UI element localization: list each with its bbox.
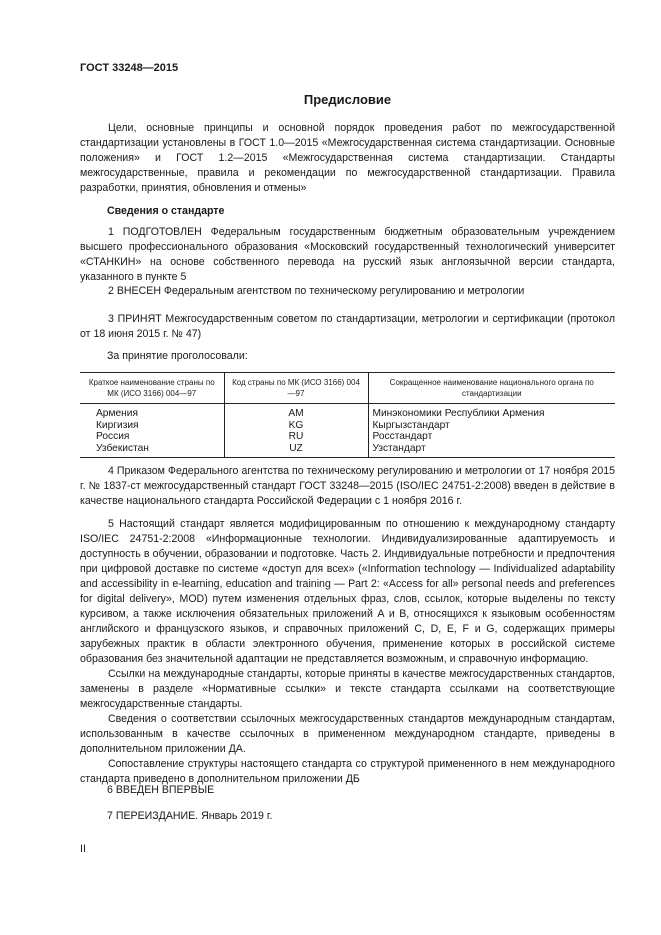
section-title: Сведения о стандарте (107, 205, 225, 217)
country-cell: Армения (96, 408, 138, 419)
table-row (80, 420, 615, 432)
agency-cell: Кыргызстандарт (368, 420, 615, 432)
item-6-paragraph: 6 ВВЕДЕН ВПЕРВЫЕ (107, 784, 215, 796)
table-header-row (80, 373, 615, 404)
code-cell: AM (224, 404, 368, 420)
country-cell: Узбекистан (96, 442, 149, 454)
item-7-paragraph: 7 ПЕРЕИЗДАНИЕ. Январь 2019 г. (107, 810, 273, 822)
table-header-cell: Сокращенное наименование национального органа по стандартизации (368, 373, 615, 404)
agency-cell: Узстандарт (368, 443, 615, 458)
agency-cell: Минэкономики Республики Армения (368, 404, 615, 420)
page-number: II (80, 843, 86, 855)
country-cell: Киргизия (96, 419, 139, 431)
table-header-cell: Код страны по МК (ИСО 3166) 004—97 (224, 373, 368, 404)
item-4-paragraph: 4 Приказом Федерального агентства по техническому регулированию и метрологии от 17 ноября 2015 г. № 1837-ст межгосударственный стандарт ГОСТ 33248—2015 (ISO/IEC 24751-2:2008) введен в действие в качестве национального стандарта Российской Федерации с 1 ноября 2016 г. (80, 465, 615, 507)
country-cell: Россия (96, 431, 130, 442)
vote-label: За принятие проголосовали: (107, 350, 248, 362)
item-5-references-paragraph: Ссылки на международные стандарты, которые приняты в качестве межгосударственных стандартов, заменены в разделе «Нормативные ссылки» и тексте стандарта ссылками на соответствующие межгосударственные стандарты. (80, 668, 615, 710)
agency-cell: Росстандарт (368, 431, 615, 443)
item-5-paragraph: 5 Настоящий стандарт является модифицированным по отношению к международному стандарту ISO/IEC 24751-2:2008 «Информационные технологии. Индивидуализированные адаптируемость и доступность в обучении, образовании и подготовке. Часть 2. Индивидуальные потребности и предпочтения при цифровой доставке по системе «доступ для всех» («Information technology — Individualized adaptability and accessibility in e-learning, education and training — Part 2: «Access for all» personal needs and preferences for digital delivery», MOD) путем изменения отдельных фраз, слов, ссылок, которые выделены по тексту курсивом, а также исключения обязательных приложений А и В, относящихся к языковым особенностям английского и французского языков, и справочных приложений С, D, E, F и G, содержащих примеры зарубежных практик в области электронного обучения, применение которых в российской системе образования без значительной адаптации не представляется возможным, и справочную информацию. (80, 518, 615, 665)
item-5-annex-da-paragraph: Сведения о соответствии ссылочных межгосударственных стандартов международным стандартам, использованным в качестве ссылочных в примененном международном стандарте, приведены в дополнительном приложении ДА. (80, 713, 615, 755)
table-row (80, 404, 615, 420)
table-row (80, 443, 615, 458)
item-3-paragraph: 3 ПРИНЯТ Межгосударственным советом по стандартизации, метрологии и сертификации (протокол от 18 июня 2015 г. № 47) (80, 313, 615, 340)
code-cell: UZ (224, 443, 368, 458)
item-2-paragraph: 2 ВНЕСЕН Федеральным агентством по техническому регулированию и метрологии (108, 285, 525, 297)
code-cell: RU (224, 431, 368, 443)
item-5-annex-db-paragraph: Сопоставление структуры настоящего стандарта со структурой примененного в нем международного стандарта приведено в дополнительном приложении ДБ (80, 758, 615, 785)
voting-table (80, 372, 615, 458)
table-row (80, 431, 615, 443)
item-1-paragraph: 1 ПОДГОТОВЛЕН Федеральным государственным бюджетным образовательным учреждением высшего профессионального образования «Московский государственный технологический университет «СТАНКИН» на основе собственного перевода на русский язык англоязычной версии стандарта, указанного в пункте 5 (80, 226, 615, 283)
page-title: Предисловие (303, 92, 392, 107)
table-header-cell: Краткое наименование страны по МК (ИСО 3166) 004—97 (80, 373, 224, 404)
standard-header: ГОСТ 33248—2015 (80, 62, 179, 74)
intro-paragraph: Цели, основные принципы и основной порядок проведения работ по межгосударственной стандартизации установлены в ГОСТ 1.0—2015 «Межгосударственная система стандартизации. Основные положения» и ГОСТ 1.2—2015 «Межгосударственная система стандартизации. Стандарты межгосударственные, правила и рекомендации по межгосударственной стандартизации. Правила разработки, принятия, обновления и отмены» (80, 122, 615, 194)
item-5-section (80, 517, 615, 787)
code-cell: KG (224, 420, 368, 432)
